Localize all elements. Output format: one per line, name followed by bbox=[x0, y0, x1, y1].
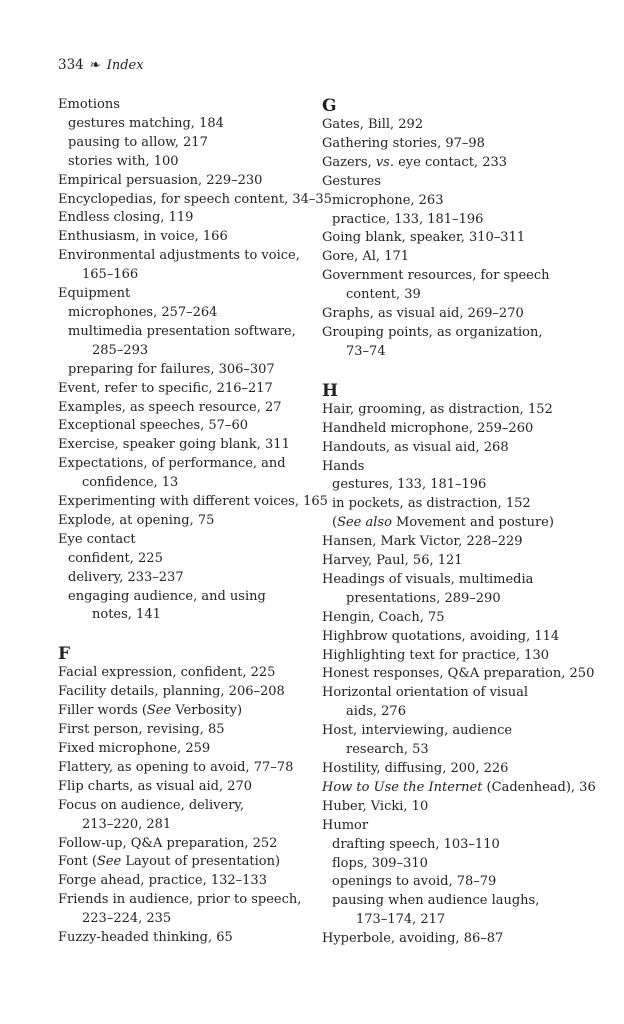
index-subentry: practice, 133, 181–196 bbox=[332, 211, 484, 227]
index-entry: Hengin, Coach, 75 bbox=[322, 609, 445, 625]
index-entry-continuation: aids, 276 bbox=[346, 704, 406, 720]
index-subentry: gestures matching, 184 bbox=[68, 115, 224, 131]
index-entry: Hostility, diffusing, 200, 226 bbox=[322, 761, 509, 776]
running-title: Index bbox=[106, 58, 144, 73]
index-subentry: flops, 309–310 bbox=[332, 855, 428, 871]
index-entry: Hair, grooming, as distraction, 152 bbox=[322, 401, 553, 417]
index-entry-continuation: 73–74 bbox=[346, 343, 386, 359]
index-entry: Empirical persuasion, 229–230 bbox=[58, 172, 263, 188]
index-entry: Exercise, speaker going blank, 311 bbox=[58, 437, 290, 453]
index-entry: Encyclopedias, for speech content, 34–35 bbox=[58, 191, 332, 207]
index-entry-continuation: presentations, 289–290 bbox=[346, 590, 501, 606]
index-entry: Hansen, Mark Victor, 228–229 bbox=[322, 534, 523, 550]
index-section-letter: G bbox=[322, 96, 337, 116]
index-entry: Examples, as speech resource, 27 bbox=[58, 399, 282, 415]
index-entry: Expectations, of performance, and bbox=[58, 456, 286, 472]
index-entry: Gestures bbox=[322, 173, 381, 189]
index-entry-continuation: notes, 141 bbox=[92, 607, 161, 623]
running-head bbox=[58, 57, 144, 73]
index-subentry: stories with, 100 bbox=[68, 153, 179, 169]
index-entry: Graphs, as visual aid, 269–270 bbox=[322, 306, 524, 322]
italic-text: See bbox=[146, 703, 172, 719]
index-entry: Explode, at opening, 75 bbox=[58, 512, 215, 528]
index-entry: Flip charts, as visual aid, 270 bbox=[58, 778, 253, 794]
index-entry: Grouping points, as organization, bbox=[322, 324, 543, 340]
index-entry: Going blank, speaker, 310–311 bbox=[322, 230, 526, 246]
index-subentry: microphone, 263 bbox=[332, 192, 444, 208]
index-entry: Highlighting text for practice, 130 bbox=[322, 647, 549, 663]
index-entry-continuation: 165–166 bbox=[82, 267, 139, 283]
index-entry: Filler words (See Verbosity) bbox=[58, 703, 243, 719]
index-subentry: confident, 225 bbox=[68, 550, 163, 566]
index-entry: Exceptional speeches, 57–60 bbox=[58, 418, 248, 434]
index-entry: Honest responses, Q&A preparation, 250 bbox=[322, 666, 595, 682]
index-entry-continuation: 223–224, 235 bbox=[82, 911, 172, 927]
index-entry: Endless closing, 119 bbox=[58, 210, 194, 226]
index-entry: Hands bbox=[322, 458, 365, 474]
index-subentry: delivery, 233–237 bbox=[68, 569, 184, 585]
index-entry-continuation: 173–174, 217 bbox=[356, 912, 446, 928]
index-entry: Event, refer to specific, 216–217 bbox=[58, 380, 273, 396]
index-entry: Gazers, vs. eye contact, 233 bbox=[322, 154, 508, 170]
index-subentry: openings to avoid, 78–79 bbox=[332, 874, 497, 890]
index-entry: Emotions bbox=[58, 97, 120, 112]
index-entry-continuation: confidence, 13 bbox=[82, 475, 179, 491]
index-subentry: preparing for failures, 306–307 bbox=[68, 361, 275, 377]
index-entry: Facility details, planning, 206–208 bbox=[58, 684, 285, 700]
index-entry: Gore, Al, 171 bbox=[322, 249, 410, 265]
index-entry: Handheld microphone, 259–260 bbox=[322, 420, 534, 436]
index-entry: Enthusiasm, in voice, 166 bbox=[58, 229, 228, 245]
page-number: 334 bbox=[58, 57, 84, 73]
index-column-right bbox=[322, 96, 596, 949]
index-entry: How to Use the Internet (Cadenhead), 36 bbox=[322, 779, 596, 795]
index-entry: Flattery, as opening to avoid, 77–78 bbox=[58, 759, 294, 775]
index-entry: Friends in audience, prior to speech, bbox=[58, 892, 302, 908]
index-entry-continuation: 213–220, 281 bbox=[82, 816, 172, 832]
index-entry: Fuzzy-headed thinking, 65 bbox=[58, 930, 233, 946]
index-entry-continuation: 285–293 bbox=[92, 342, 149, 358]
index-entry: Harvey, Paul, 56, 121 bbox=[322, 553, 463, 569]
index-section-letter: H bbox=[322, 380, 339, 401]
index-subentry: gestures, 133, 181–196 bbox=[332, 477, 487, 493]
index-entry: Experimenting with different voices, 165 bbox=[58, 494, 328, 510]
italic-text: See bbox=[96, 854, 122, 870]
italic-text: How to Use the Internet bbox=[322, 779, 483, 795]
index-entry: Huber, Vicki, 10 bbox=[322, 798, 429, 814]
index-subentry: drafting speech, 103–110 bbox=[332, 836, 500, 852]
fleuron-icon: ❧ bbox=[89, 58, 101, 73]
index-entry: Environmental adjustments to voice, bbox=[58, 248, 300, 264]
index-entry: Headings of visuals, multimedia bbox=[322, 571, 534, 587]
index-subentry: pausing to allow, 217 bbox=[68, 134, 208, 150]
index-entry: Font (See Layout of presentation) bbox=[58, 854, 281, 870]
index-column-left bbox=[58, 96, 332, 948]
index-entry: Hyperbole, avoiding, 86–87 bbox=[322, 931, 504, 947]
index-subentry: (See also Movement and posture) bbox=[332, 515, 554, 531]
index-entry: Host, interviewing, audience bbox=[322, 723, 513, 739]
index-section-letter: F bbox=[58, 644, 71, 665]
index-entry: Handouts, as visual aid, 268 bbox=[322, 439, 509, 455]
index-entry: Gates, Bill, 292 bbox=[322, 117, 424, 132]
index-entry: Equipment bbox=[58, 286, 131, 302]
index-entry: Follow-up, Q&A preparation, 252 bbox=[58, 835, 278, 851]
index-subentry: pausing when audience laughs, bbox=[332, 893, 540, 909]
index-entry: Fixed microphone, 259 bbox=[58, 741, 211, 756]
index-subentry: engaging audience, and using bbox=[68, 588, 266, 604]
italic-text: vs. bbox=[375, 154, 394, 170]
index-entry: Government resources, for speech bbox=[322, 268, 550, 284]
index-entry: Focus on audience, delivery, bbox=[58, 797, 245, 813]
index-entry-continuation: content, 39 bbox=[346, 287, 421, 303]
index-subentry: multimedia presentation software, bbox=[68, 323, 296, 339]
index-entry: Eye contact bbox=[58, 531, 136, 547]
index-entry-continuation: research, 53 bbox=[346, 742, 429, 758]
index-entry: Highbrow quotations, avoiding, 114 bbox=[322, 628, 560, 644]
index-subentry: microphones, 257–264 bbox=[68, 304, 218, 320]
index-entry: Gathering stories, 97–98 bbox=[322, 135, 485, 151]
index-entry: Humor bbox=[322, 817, 369, 833]
italic-text: See also bbox=[337, 515, 392, 531]
index-entry: First person, revising, 85 bbox=[58, 722, 225, 738]
index-entry: Forge ahead, practice, 132–133 bbox=[58, 873, 267, 889]
index-entry: Horizontal orientation of visual bbox=[322, 685, 529, 701]
index-subentry: in pockets, as distraction, 152 bbox=[332, 496, 531, 512]
index-entry: Facial expression, confident, 225 bbox=[58, 665, 276, 681]
